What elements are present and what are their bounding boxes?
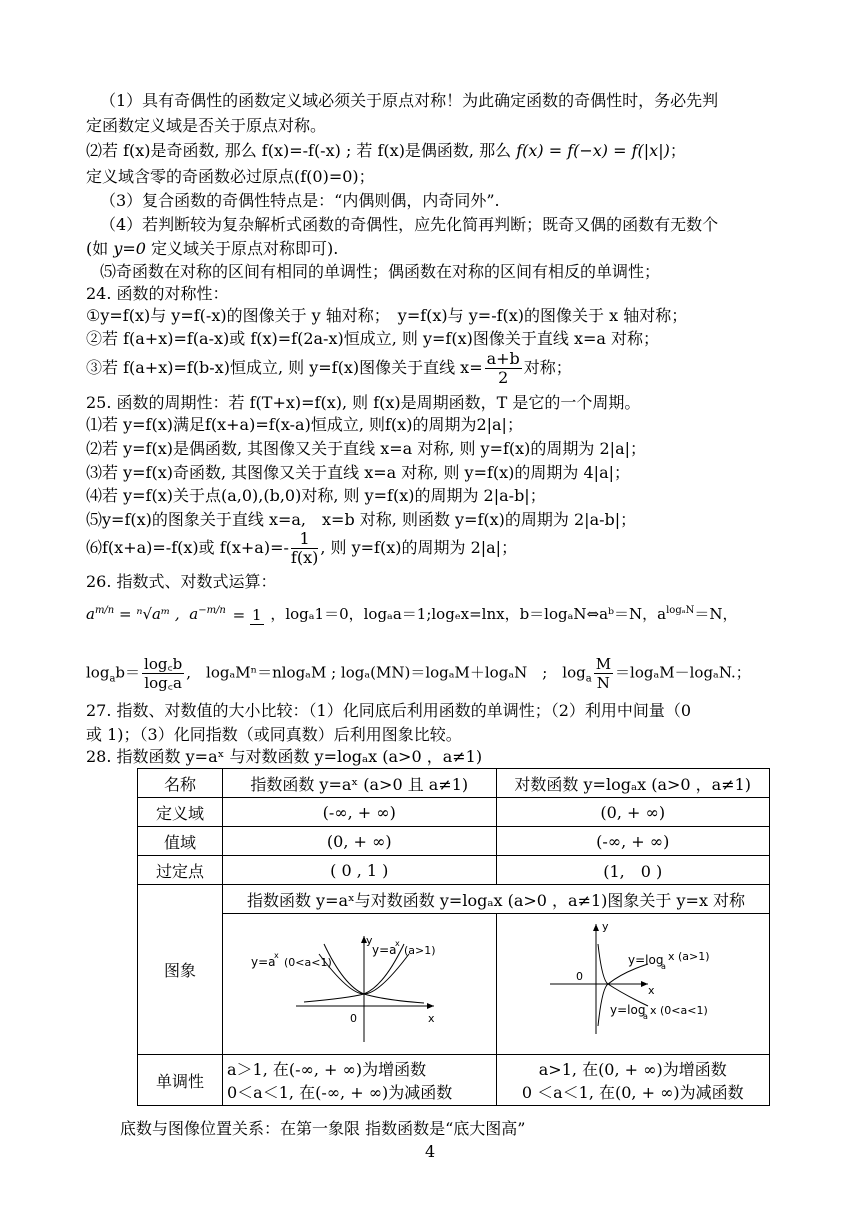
svg-text:y=a: y=a [251, 955, 276, 969]
svg-text:x: x [647, 984, 655, 997]
table-cell: ( 0 , 1 ) [223, 856, 497, 885]
cell-line: 0＜a＜1, 在(-∞, + ∞)为减函数 [227, 1083, 453, 1102]
text-line: （1）具有奇偶性的函数定义域必须关于原点对称！为此确定函数的奇偶性时，务必先判 [100, 91, 719, 110]
table-row [138, 827, 770, 856]
table-row [138, 798, 770, 827]
table-header: 名称 [138, 769, 223, 798]
table-cell: 图象 [138, 885, 223, 1055]
text-line: ⑴若 y=f(x)满足f(x+a)=f(x-a)恒成立, 则f(x)的周期为2|a|； [86, 415, 523, 434]
log-rules: ＝N， [694, 605, 738, 623]
cell-line: 0 ＜a＜1, 在(0, + ∞)为减函数 [521, 1083, 744, 1102]
cell-line: a＞1, 在(-∞, + ∞)为增函数 [227, 1060, 427, 1079]
svg-text:y=a: y=a [372, 943, 397, 957]
exp-log-table [137, 768, 770, 1106]
fraction [291, 530, 318, 567]
table-cell [496, 1055, 770, 1106]
numerator: a+b [486, 349, 520, 368]
section-heading: 27. 指数、对数值的大小比较：（1）化同底后利用函数的单调性；（2）利用中间量（0 [86, 701, 692, 720]
page-number: 4 [425, 1142, 436, 1161]
svg-text:a: a [660, 962, 666, 971]
svg-text:0: 0 [350, 1012, 358, 1025]
table-cell [223, 1055, 497, 1106]
text-line: ⑸y=f(x)的图象关于直线 x=a, x=b 对称, 则函数 y=f(x)的周期为 2|a-b|； [86, 510, 637, 529]
svg-text:y: y [366, 934, 373, 947]
text-line: ⑷若 y=f(x)关于点(a,0),(b,0)对称, 则 y=f(x)的周期为 2|a-b|； [86, 486, 546, 505]
svg-text:x: x [274, 951, 279, 960]
table-cell: 指数函数 y=aˣ与对数函数 y=logₐx (a>0 ，a≠1)图象关于 y=x 对称 [223, 885, 770, 914]
graph-cell [223, 914, 497, 1055]
exp-graph [224, 914, 494, 1050]
table-row [138, 769, 770, 798]
svg-text:y=log: y=log [627, 953, 664, 967]
fraction [485, 350, 522, 387]
graph-cell [496, 914, 770, 1055]
svg-text:x: x [395, 939, 400, 948]
text-line: 或 1)；（3）化同指数（或同真数）后利用图象比较。 [86, 725, 462, 744]
text-seg: (如 [86, 239, 114, 258]
table-header: 指数函数 y=aˣ (a>0 且 a≠1) [223, 769, 497, 798]
section-heading: 26. 指数式、对数式运算： [86, 572, 277, 591]
table-cell: (1, 0 ) [496, 856, 770, 885]
table-cell: 过定点 [138, 856, 223, 885]
text-seg: ③若 f(a+x)=f(b-x)恒成立, 则 y=f(x)图像关于直线 x= [86, 358, 483, 377]
svg-text:x: x [428, 1012, 435, 1025]
log-rules-sup: logₐN [666, 605, 695, 616]
formula-exp: m/n [94, 605, 115, 616]
formula-exp: −m/n [198, 605, 226, 616]
table-row [138, 885, 770, 914]
table-cell: 值域 [138, 827, 223, 856]
svg-text:y: y [601, 920, 609, 933]
text-seg: ⑹f(x+a)=-f(x)或 f(x+a)=- [86, 538, 289, 557]
formula-row: $\log_ab=$ $\frac{\log꜀b}{\log꜀a}$ , logₐMⁿ＝nlogₐM ; logₐ(MN)＝logₐM＋logₐN ; $\log_a$ $\frac{M}{N}$ ＝logₐM－logₐN.； [86, 655, 751, 692]
table-row [138, 1055, 770, 1106]
table-cell: (-∞, + ∞) [223, 798, 497, 827]
svg-text:(0<a<1): (0<a<1) [284, 956, 333, 969]
log-seg: b＝ [115, 663, 141, 682]
text-line [86, 530, 517, 567]
formula-row [86, 600, 737, 626]
table-cell: (0, + ∞) [223, 827, 497, 856]
denominator: f(x) [290, 548, 319, 567]
log-label: log [86, 663, 110, 682]
fraction: = 1 [232, 606, 262, 624]
svg-text:x (a>1): x (a>1) [667, 950, 710, 963]
fraction: $\frac{\log꜀b}{\log꜀a}$ [144, 655, 183, 692]
table-row [138, 856, 770, 885]
svg-text:x (0<a<1): x (0<a<1) [649, 1004, 708, 1017]
cell-line: a>1, 在(0, + ∞)为增函数 [538, 1060, 727, 1079]
table-cell: 定义域 [138, 798, 223, 827]
text-seg: 定义域关于原点对称即可). [145, 239, 339, 258]
table-header: 对数函数 y=logₐx (a>0 ，a≠1) [496, 769, 770, 798]
formula: f(x) = f(−x) = f(|x|) [516, 141, 670, 160]
svg-text:(a>1): (a>1) [404, 944, 436, 957]
text-seg: ⑵若 f(x)是奇函数, 那么 f(x)=-f(-x) ; 若 f(x)是偶函数, 那么 [86, 141, 517, 160]
text-line: （4）若判断较为复杂解析式函数的奇偶性，应先化简再判断；既奇又偶的函数有无数个 [100, 215, 719, 234]
text-seg: , 则 y=f(x)的周期为 2|a|； [320, 538, 518, 557]
text-seg: 对称； [523, 358, 572, 377]
text-line: ②若 f(a+x)=f(a-x)或 f(x)=f(2a-x)恒成立, 则 y=f(x)图像关于直线 x=a 对称； [86, 329, 659, 348]
table-cell: (0, + ∞) [496, 798, 770, 827]
table-cell: (-∞, + ∞) [496, 827, 770, 856]
text-line: 底数与图像位置关系：在第一象限 指数函数是“底大图高” [120, 1119, 526, 1138]
table-cell: 单调性 [138, 1055, 223, 1106]
text-seg: ； [669, 141, 686, 160]
text-line: ⑸奇函数在对称的区间有相同的单调性；偶函数在对称的区间有相反的单调性； [100, 262, 661, 281]
section-heading: 28. 指数函数 y=aˣ 与对数函数 y=logₐx (a>0 ，a≠1) [86, 747, 483, 766]
denominator: 2 [498, 368, 509, 387]
svg-text:y=log: y=log [609, 1003, 646, 1017]
numerator: 1 [291, 530, 318, 549]
text-seg: y=0 [113, 239, 146, 258]
text-line: ⑵若 y=f(x)是偶函数, 其图像又关于直线 x=a 对称, 则 y=f(x)的周期为 2|a|； [86, 439, 646, 458]
formula-base: a [189, 605, 199, 623]
log-rules: ，logₐ1＝0，logₐa＝1;logₑx=lnx，b＝logₐN⇔aᵇ＝N，a [270, 605, 667, 623]
svg-text:a: a [642, 1012, 648, 1021]
text-line: ⑶若 y=f(x)奇函数, 其图像又关于直线 x=a 对称, 则 y=f(x)的周期为 4|a|； [86, 463, 630, 482]
text-line: 定义域含零的奇函数必过原点(f(0)=0)； [86, 167, 375, 186]
table-row [138, 914, 770, 1055]
text-line: （3）复合函数的奇偶性特点是：“内偶则偶，内奇同外”. [100, 191, 500, 210]
text-line [86, 140, 686, 162]
svg-text:0: 0 [575, 970, 583, 983]
log-graph [498, 914, 768, 1050]
text-line [86, 238, 338, 260]
log-seg: , logₐMⁿ＝nlogₐM ; logₐ(MN)＝logₐM＋logₐN ; log [186, 663, 586, 682]
text-line: ①y=f(x)与 y=f(-x)的图像关于 y 轴对称； y=f(x)与 y=-f(x)的图像关于 x 轴对称； [86, 306, 688, 325]
formula-base: a [86, 605, 95, 623]
section-heading: 25. 函数的周期性：若 f(T+x)=f(x), 则 f(x)是周期函数，T 是它的一个周期。 [86, 393, 641, 412]
section-heading: 24. 函数的对称性： [86, 284, 229, 303]
text-line [86, 350, 572, 387]
formula-root: = ⁿ√aᵐ , [119, 605, 180, 623]
log-seg: ＝logₐM－logₐN.； [615, 663, 751, 682]
fraction: $\frac{M}{N}$ [595, 655, 612, 692]
text-line: 定函数定义域是否关于原点对称。 [86, 116, 327, 135]
